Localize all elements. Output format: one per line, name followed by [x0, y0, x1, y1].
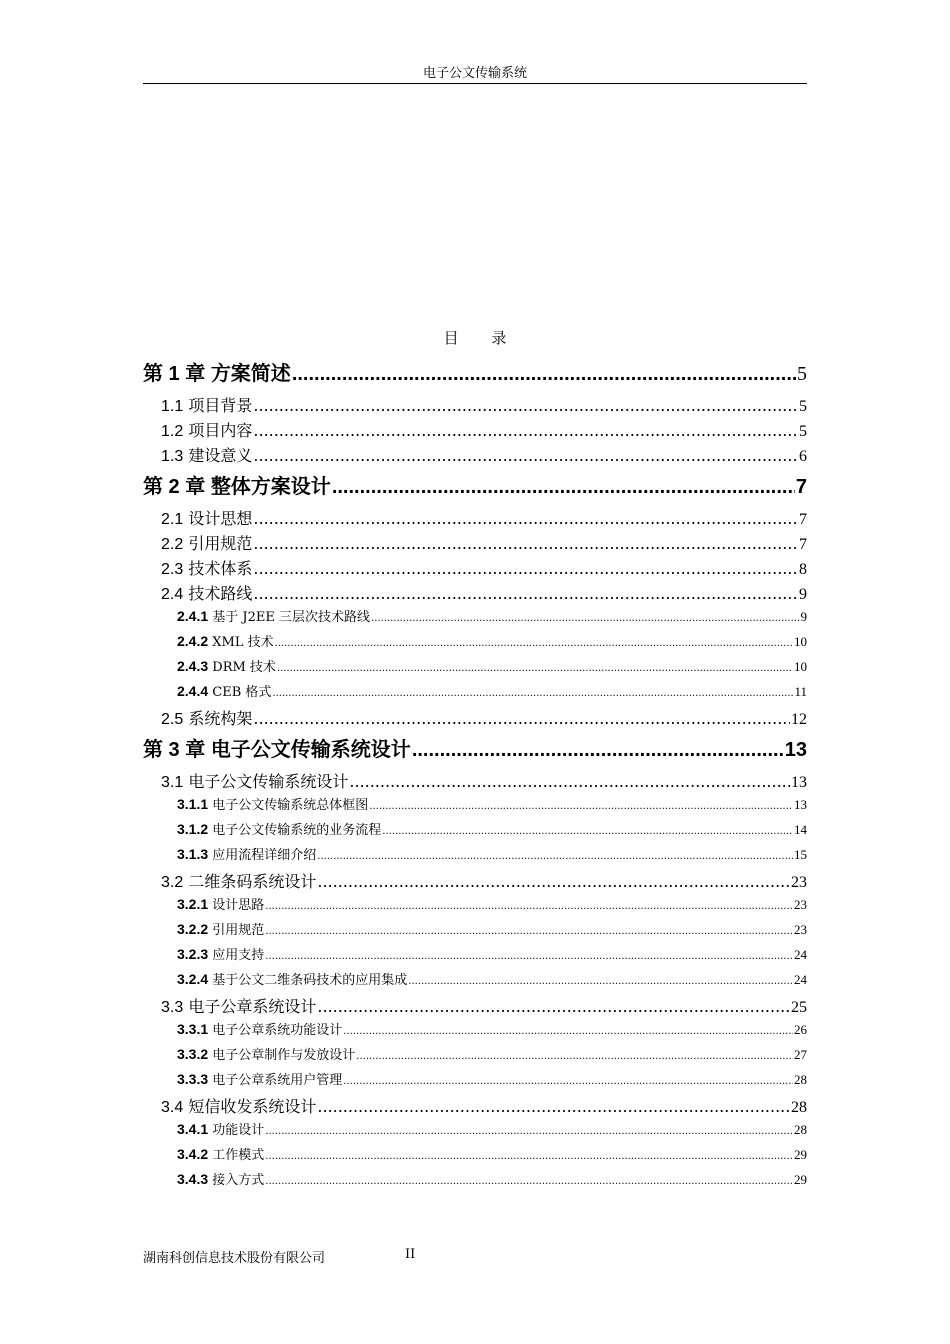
toc-entry-page: 9 [800, 609, 807, 624]
toc-entry-page: 13 [791, 774, 807, 791]
toc-entry-title: 设计思路 [212, 898, 265, 913]
toc-entry-page: 7 [799, 511, 807, 528]
toc-entry-title: 引用规范 [212, 923, 265, 938]
toc-dot-leader [343, 1076, 793, 1087]
toc-entry-label [177, 944, 264, 963]
toc-entry-page: 23 [794, 922, 807, 937]
toc-dot-leader [408, 976, 793, 987]
toc-entry-page: 13 [794, 797, 807, 812]
toc-entry-number: 1.2 [161, 423, 184, 440]
toc-entry-title: 电子公文传输系统设计 [210, 739, 411, 761]
toc-entry-label [161, 556, 252, 579]
toc-dot-leader [317, 872, 790, 891]
toc-entry-number: 3.4.1 [177, 1121, 209, 1137]
toc-entry-number: 3.2.3 [177, 946, 209, 962]
toc-entry-page: 5 [799, 423, 807, 440]
toc-entry-number: 3.4.3 [177, 1171, 209, 1187]
footer-page-number: II [405, 1247, 416, 1262]
toc-dot-leader [265, 926, 793, 937]
toc-entry-title: 短信收发系统设计 [188, 1097, 317, 1116]
toc-entry-level-3[interactable] [143, 1019, 807, 1044]
toc-dot-leader [343, 1026, 793, 1037]
toc-entry-level-2[interactable] [143, 581, 807, 606]
toc-dot-leader [253, 509, 798, 528]
toc-dot-leader [272, 688, 793, 699]
toc-entry-label [161, 581, 252, 604]
toc-entry-label [177, 844, 316, 863]
toc-entry-title: 电子公文传输系统的业务流程 [212, 823, 382, 838]
toc-entry-label [161, 994, 316, 1017]
toc-dot-leader [412, 739, 784, 762]
toc-dot-leader [369, 801, 793, 812]
toc-entry-level-1[interactable] [143, 355, 807, 391]
toc-entry-label [177, 1019, 342, 1038]
toc-entry-number: 3.3 [161, 999, 184, 1016]
toc-entry-level-3[interactable] [143, 919, 807, 944]
toc-entry-level-2[interactable] [143, 393, 807, 418]
toc-entry-title: 工作模式 [212, 1148, 265, 1163]
toc-dot-leader [277, 663, 793, 674]
toc-entry-label [161, 393, 252, 416]
toc-entry-title: 项目背景 [188, 396, 253, 415]
toc-entry-page: 23 [794, 897, 807, 912]
toc-entry-title: 技术体系 [188, 559, 253, 578]
toc-dot-leader [265, 1151, 793, 1162]
toc-entry-title: 应用流程详细介绍 [212, 848, 317, 863]
toc-entry-label [177, 1119, 264, 1138]
toc-entry-title: 基于公文二维条码技术的应用集成 [212, 973, 408, 988]
header-rule [143, 83, 807, 84]
toc-entry-number: 第 3 章 [143, 739, 206, 761]
toc-entry-level-2[interactable] [143, 706, 807, 731]
toc-dot-leader [265, 901, 793, 912]
toc-dot-leader [317, 997, 790, 1016]
toc-dot-leader [253, 584, 798, 603]
toc-entry-page: 5 [799, 398, 807, 415]
toc-dot-leader [265, 951, 793, 962]
toc-entry-page: 5 [797, 363, 807, 385]
toc-dot-leader [265, 1176, 793, 1187]
toc-entry-label [161, 1094, 316, 1117]
toc-entry-title: 二维条码系统设计 [188, 872, 317, 891]
toc-entry-title: 应用支持 [212, 948, 265, 963]
toc-dot-leader [253, 396, 798, 415]
toc-entry-label [177, 1144, 264, 1163]
toc-entry-level-3[interactable] [143, 656, 807, 681]
page-header: 电子公文传输系统 [422, 66, 527, 81]
toc-entry-number: 2.1 [161, 511, 184, 528]
toc-entry-number: 2.2 [161, 536, 184, 553]
toc-entry-title: 电子公章制作与发放设计 [212, 1048, 356, 1063]
toc-entry-level-3[interactable] [143, 894, 807, 919]
toc-entry-number: 3.4 [161, 1099, 184, 1116]
toc-entry-page: 25 [791, 999, 807, 1016]
toc-entry-title: 电子公章系统用户管理 [212, 1073, 343, 1088]
toc-dot-leader [317, 1097, 790, 1116]
toc-entry-title: 接入方式 [212, 1173, 265, 1188]
toc-dot-leader [349, 772, 790, 791]
toc-entry-level-3[interactable] [143, 969, 807, 994]
toc-entry-level-3[interactable] [143, 1044, 807, 1069]
toc-entry-title: 基于 J2EE 三层次技术路线 [212, 610, 371, 625]
toc-entry-level-3[interactable] [143, 1169, 807, 1194]
toc-entry-label [177, 681, 271, 700]
toc-entry-page: 26 [794, 1022, 807, 1037]
toc-entry-level-1[interactable] [143, 468, 807, 504]
toc-entry-title: 整体方案设计 [210, 476, 331, 498]
toc-entry-page: 23 [791, 874, 807, 891]
toc-entry-number: 3.2.1 [177, 896, 209, 912]
toc-title: 目 录 [443, 329, 521, 347]
toc-entry-title: 电子公文传输系统设计 [188, 772, 349, 791]
toc-entry-label [177, 969, 407, 988]
toc-entry-page: 11 [794, 684, 807, 699]
toc-entry-label [177, 894, 264, 913]
toc-dot-leader [253, 709, 790, 728]
toc-dot-leader [253, 421, 798, 440]
toc-entry-number: 2.4.4 [177, 683, 209, 699]
toc-entry-level-1[interactable] [143, 731, 807, 767]
table-of-contents [143, 355, 807, 1194]
toc-entry-page: 24 [794, 972, 807, 987]
toc-entry-number: 2.4.2 [177, 633, 209, 649]
toc-entry-page: 14 [794, 822, 807, 837]
toc-entry-level-3[interactable] [143, 1119, 807, 1144]
toc-entry-level-3[interactable] [143, 1144, 807, 1169]
toc-entry-level-3[interactable] [143, 631, 807, 656]
toc-entry-page: 10 [794, 634, 807, 649]
toc-entry-title: CEB 格式 [212, 685, 272, 700]
toc-entry-label [143, 733, 411, 762]
toc-entry-title: DRM 技术 [212, 660, 276, 675]
toc-entry-page: 28 [791, 1099, 807, 1116]
toc-entry-number: 3.3.2 [177, 1046, 209, 1062]
toc-entry-page: 10 [794, 659, 807, 674]
toc-entry-number: 3.2.4 [177, 971, 209, 987]
toc-entry-label [161, 769, 348, 792]
toc-dot-leader [371, 613, 799, 624]
toc-entry-number: 3.1 [161, 774, 184, 791]
toc-entry-title: 电子公文传输系统总体框图 [212, 798, 369, 813]
toc-entry-label [177, 819, 381, 838]
toc-entry-page: 9 [799, 586, 807, 603]
toc-entry-level-2[interactable] [143, 769, 807, 794]
toc-dot-leader [265, 1126, 793, 1137]
toc-entry-level-2[interactable] [143, 418, 807, 443]
toc-entry-number: 3.1.3 [177, 846, 209, 862]
toc-entry-label [177, 1169, 264, 1188]
toc-entry-number: 3.4.2 [177, 1146, 209, 1162]
toc-entry-page: 27 [794, 1047, 807, 1062]
toc-entry-level-3[interactable] [143, 844, 807, 869]
toc-dot-leader [275, 638, 793, 649]
toc-entry-label [177, 1069, 342, 1088]
toc-entry-title: 技术路线 [188, 584, 253, 603]
toc-entry-page: 15 [794, 847, 807, 862]
toc-entry-title: 电子公章系统设计 [188, 997, 317, 1016]
toc-entry-number: 2.3 [161, 561, 184, 578]
toc-entry-number: 2.5 [161, 711, 184, 728]
toc-entry-label [177, 631, 274, 650]
toc-dot-leader [253, 446, 798, 465]
toc-entry-level-3[interactable] [143, 794, 807, 819]
toc-entry-label [143, 357, 291, 386]
toc-entry-title: 系统构架 [188, 709, 253, 728]
toc-entry-label [177, 794, 368, 813]
toc-dot-leader [382, 826, 793, 837]
toc-dot-leader [292, 363, 796, 386]
toc-entry-page: 7 [799, 536, 807, 553]
toc-entry-page: 7 [795, 476, 807, 498]
toc-entry-number: 2.4 [161, 586, 184, 603]
toc-entry-label [177, 656, 276, 675]
toc-entry-number: 3.1.1 [177, 796, 209, 812]
toc-entry-level-3[interactable] [143, 819, 807, 844]
toc-entry-title: 设计思想 [188, 509, 253, 528]
toc-entry-number: 3.3.1 [177, 1021, 209, 1037]
toc-entry-label [161, 869, 316, 892]
toc-entry-number: 2.4.1 [177, 608, 209, 624]
toc-entry-page: 29 [794, 1172, 807, 1187]
toc-dot-leader [356, 1051, 793, 1062]
toc-entry-number: 第 2 章 [143, 476, 206, 498]
toc-entry-page: 28 [794, 1072, 807, 1087]
footer-company: 湖南科创信息技术股份有限公司 [143, 1251, 326, 1266]
toc-entry-label [161, 443, 252, 466]
toc-dot-leader [317, 851, 793, 862]
toc-entry-level-2[interactable] [143, 1094, 807, 1119]
toc-entry-page: 12 [791, 711, 807, 728]
toc-entry-number: 1.3 [161, 448, 184, 465]
toc-dot-leader [253, 534, 798, 553]
toc-entry-label [143, 470, 331, 499]
toc-entry-page: 6 [799, 448, 807, 465]
toc-entry-label [161, 706, 252, 729]
toc-entry-level-3[interactable] [143, 681, 807, 706]
toc-entry-label [161, 531, 252, 554]
toc-entry-level-2[interactable] [143, 506, 807, 531]
toc-entry-level-2[interactable] [143, 869, 807, 894]
toc-entry-number: 1.1 [161, 398, 184, 415]
toc-entry-page: 28 [794, 1122, 807, 1137]
toc-entry-level-3[interactable] [143, 944, 807, 969]
toc-entry-page: 8 [799, 561, 807, 578]
toc-entry-label [177, 606, 370, 625]
toc-entry-title: 方案简述 [210, 363, 291, 385]
toc-dot-leader [253, 559, 798, 578]
toc-entry-level-2[interactable] [143, 994, 807, 1019]
toc-entry-number: 3.2.2 [177, 921, 209, 937]
toc-entry-number: 第 1 章 [143, 363, 206, 385]
toc-entry-level-3[interactable] [143, 1069, 807, 1094]
toc-entry-label [177, 1044, 355, 1063]
toc-entry-level-2[interactable] [143, 443, 807, 468]
toc-entry-title: 电子公章系统功能设计 [212, 1023, 343, 1038]
toc-entry-title: 建设意义 [188, 446, 253, 465]
toc-entry-title: XML 技术 [212, 635, 274, 650]
toc-entry-title: 项目内容 [188, 421, 253, 440]
toc-entry-title: 引用规范 [188, 534, 253, 553]
toc-entry-page: 13 [784, 739, 807, 761]
toc-entry-page: 24 [794, 947, 807, 962]
toc-entry-label [161, 418, 252, 441]
toc-entry-number: 3.2 [161, 874, 184, 891]
toc-entry-level-2[interactable] [143, 531, 807, 556]
toc-entry-level-3[interactable] [143, 606, 807, 631]
toc-entry-page: 29 [794, 1147, 807, 1162]
toc-dot-leader [332, 476, 795, 499]
toc-entry-title: 功能设计 [212, 1123, 265, 1138]
toc-entry-level-2[interactable] [143, 556, 807, 581]
toc-entry-label [161, 506, 252, 529]
toc-entry-number: 2.4.3 [177, 658, 209, 674]
toc-entry-number: 3.1.2 [177, 821, 209, 837]
toc-entry-number: 3.3.3 [177, 1071, 209, 1087]
toc-entry-label [177, 919, 264, 938]
